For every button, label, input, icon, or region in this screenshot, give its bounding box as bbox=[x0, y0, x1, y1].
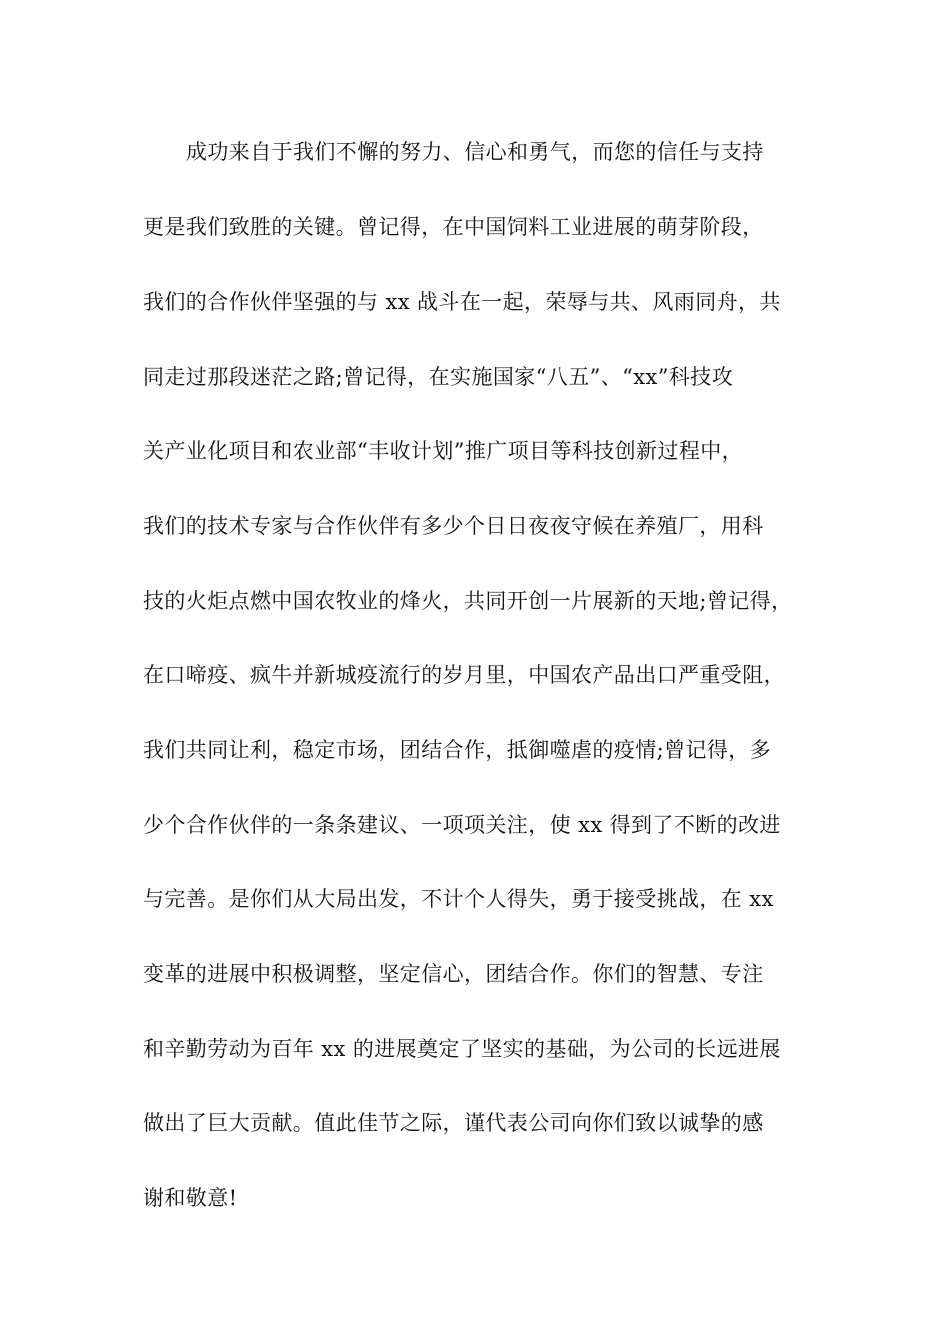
paragraph-line: 变革的进展中积极调整，坚定信心，团结合作。你们的智慧、专注 bbox=[143, 962, 764, 986]
paragraph-line: 在口啼疫、疯牛并新城疫流行的岁月里，中国农产品出口严重受阻， bbox=[143, 663, 785, 687]
paragraph-line: 谢和敬意! bbox=[143, 1186, 238, 1210]
paragraph-line: 和辛勤劳动为百年 xx 的进展奠定了坚实的基础，为公司的长远进展 bbox=[143, 1037, 781, 1061]
paragraph-line: 技的火炬点燃中国农牧业的烽火，共同开创一片展新的天地;曾记得， bbox=[143, 589, 793, 613]
paragraph-line: 与完善。是你们从大局出发，不计个人得失，勇于接受挑战，在 xx bbox=[143, 887, 774, 911]
paragraph-line: 做出了巨大贡献。值此佳节之际，谨代表公司向你们致以诚挚的感 bbox=[143, 1111, 764, 1135]
paragraph-line: 同走过那段迷茫之路;曾记得，在实施国家“八五”、“xx”科技攻 bbox=[143, 365, 734, 389]
paragraph-line: 更是我们致胜的关键。曾记得，在中国饲料工业进展的萌芽阶段， bbox=[143, 215, 764, 239]
paragraph-line: 我们的合作伙伴坚强的与 xx 战斗在一起，荣辱与共、风雨同舟，共 bbox=[143, 290, 781, 314]
paragraph-line: 关产业化项目和农业部“丰收计划”推广项目等科技创新过程中， bbox=[143, 439, 744, 463]
paragraph-line: 成功来自于我们不懈的努力、信心和勇气，而您的信任与支持 bbox=[186, 140, 764, 164]
paragraph-line: 少个合作伙伴的一条条建议、一项项关注，使 xx 得到了不断的改进 bbox=[143, 813, 781, 837]
paragraph-line: 我们共同让利，稳定市场，团结合作，抵御噬虐的疫情;曾记得，多 bbox=[143, 738, 772, 762]
paragraph-line: 我们的技术专家与合作伙伴有多少个日日夜夜守候在养殖厂，用科 bbox=[143, 514, 764, 538]
